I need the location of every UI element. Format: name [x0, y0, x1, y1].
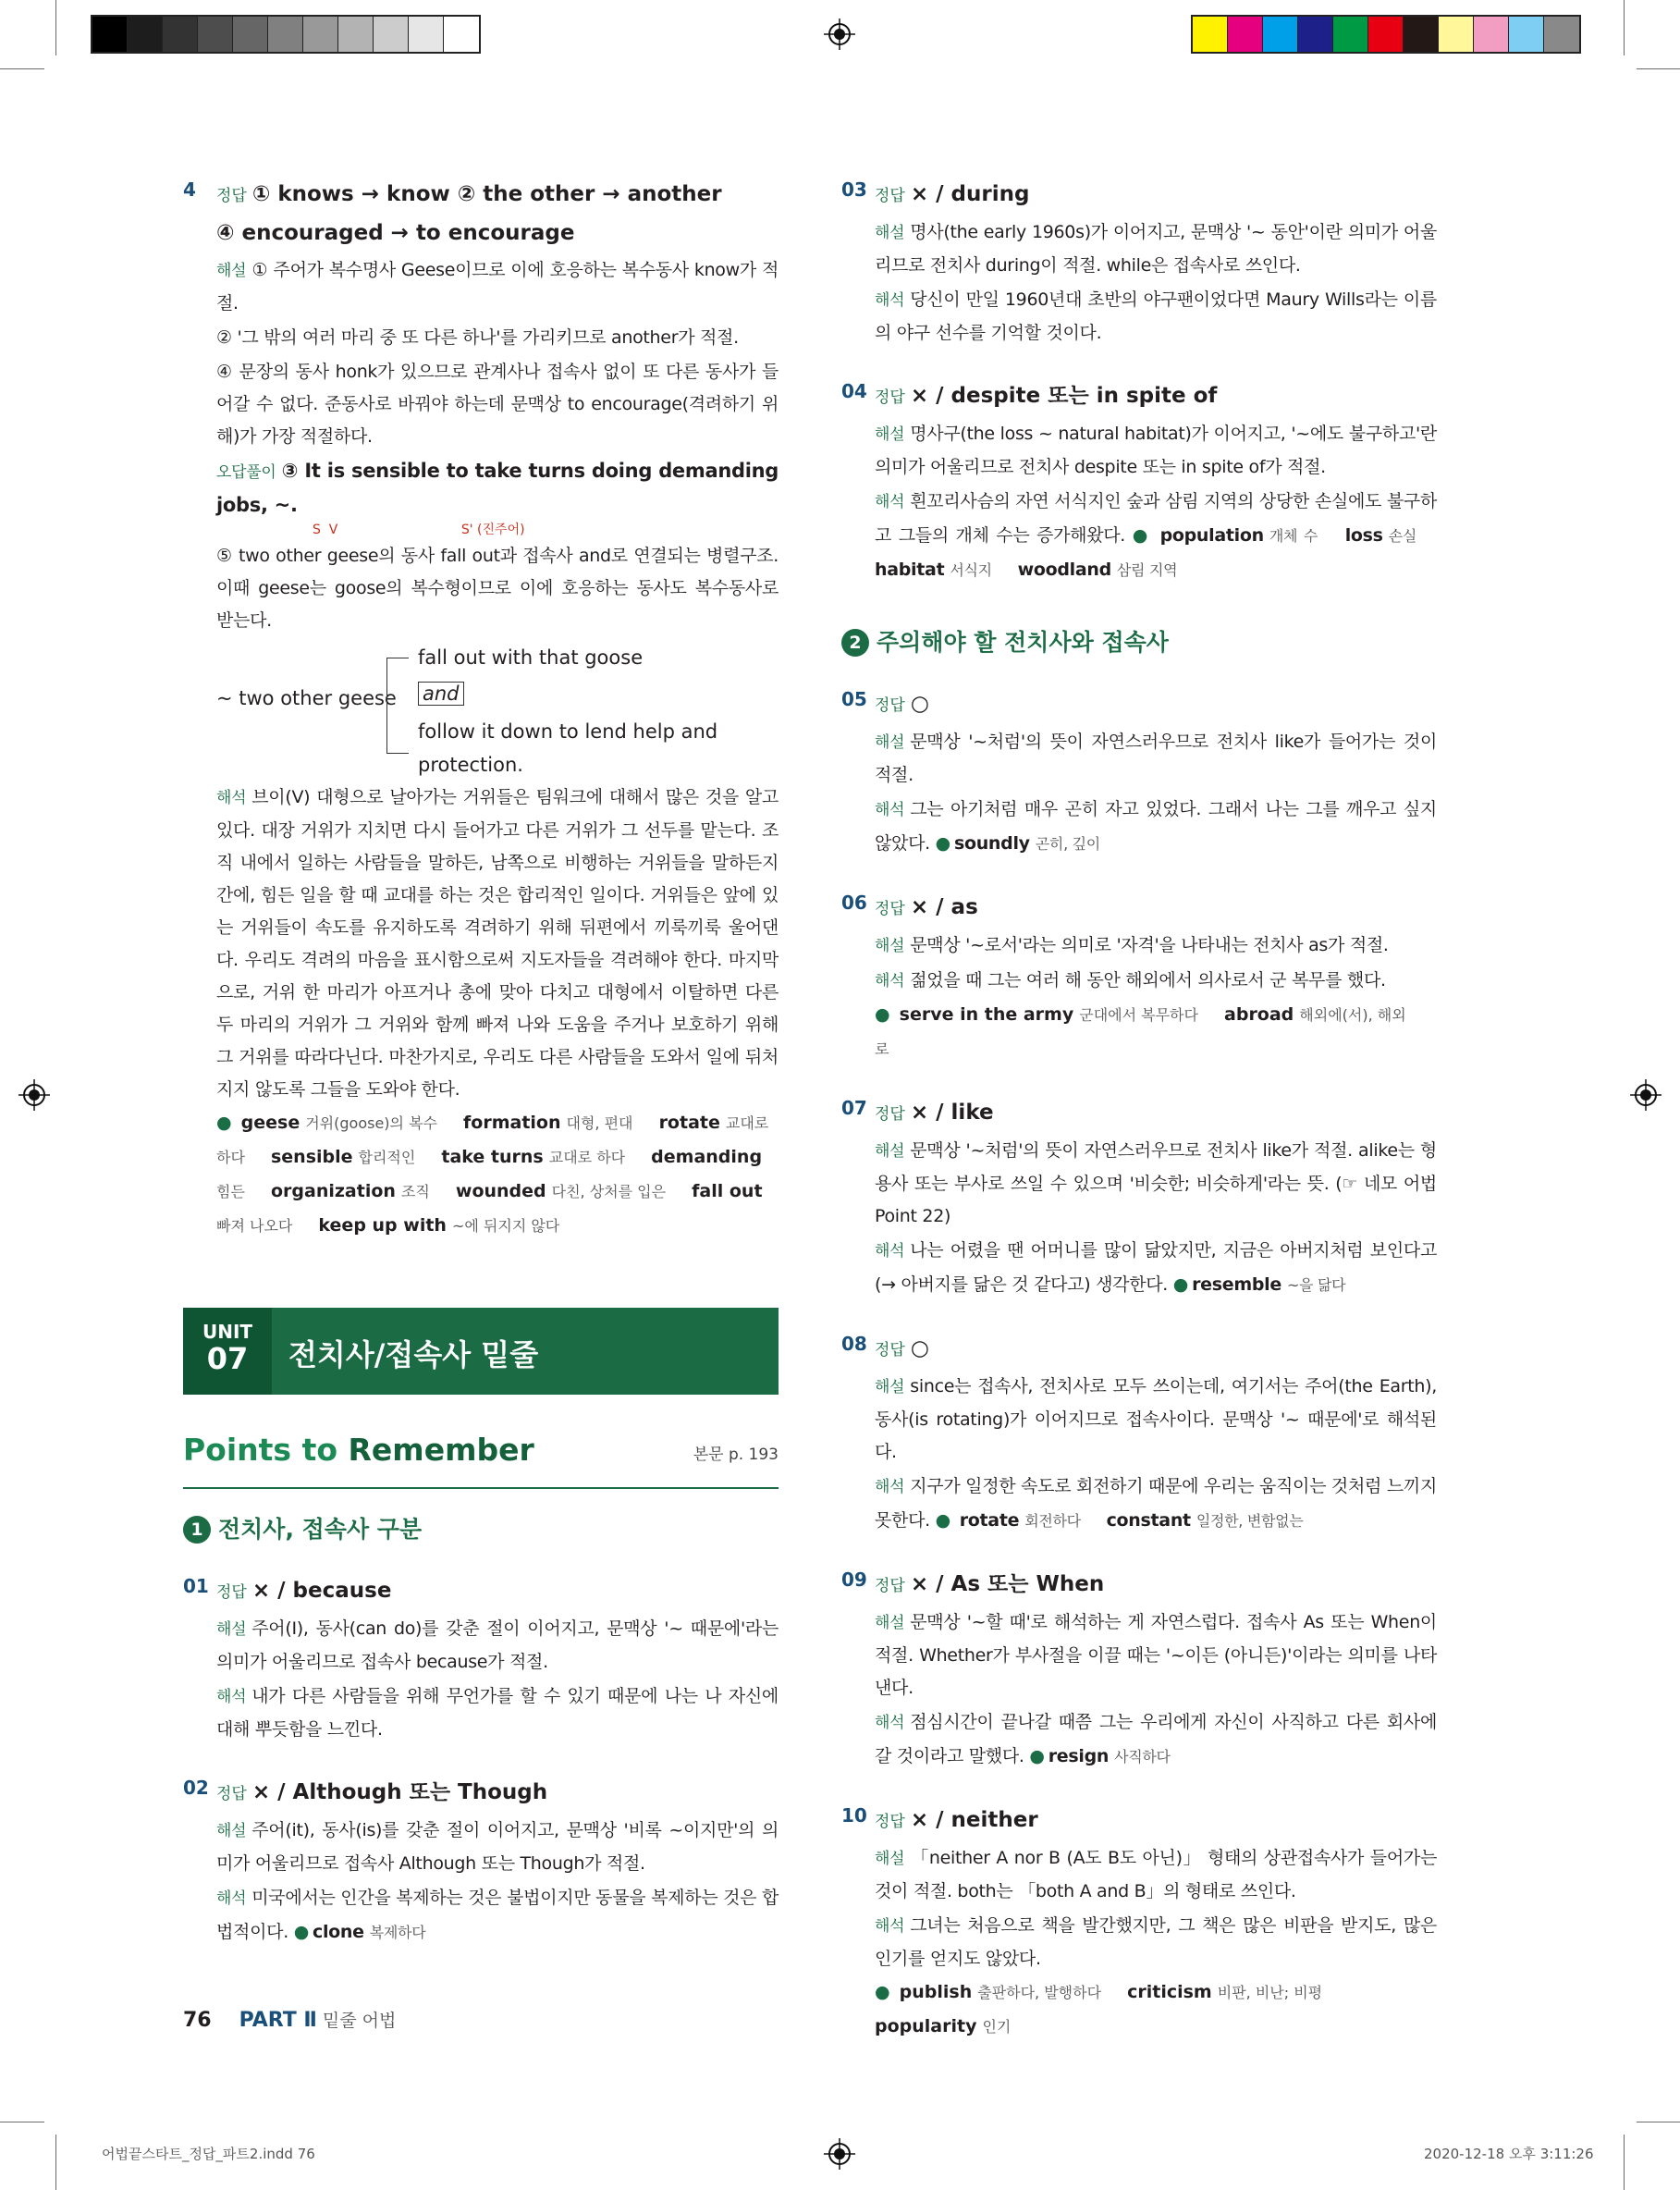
grammar-marks: S V S' (진주어)	[313, 523, 525, 537]
crop-mark	[1637, 68, 1680, 69]
answer-tag: 정답	[875, 900, 905, 918]
color-swatch	[409, 17, 444, 52]
answer-tag: 정답	[216, 1583, 247, 1602]
page-footer	[183, 2007, 396, 2032]
vocab-word: fall out	[692, 1181, 763, 1201]
vocab-word: organization	[270, 1181, 396, 1201]
question-number: 06	[841, 892, 867, 914]
analysis-branch-1: fall out with that goose	[418, 646, 644, 669]
bullet-icon: ●	[1172, 1274, 1189, 1295]
explanation-text: 명사구(the loss ~ natural habitat)가 이어지고, '~에도 불구하고'란 의미가 어울리므로 전치사 despite 또는 in spite of가 적절.	[875, 424, 1437, 477]
page-reference: 본문 p. 193	[693, 1446, 779, 1464]
answer-tag: 정답	[875, 696, 905, 715]
translation-tag: 해석	[875, 1242, 905, 1261]
vocab-word: take turns	[441, 1147, 544, 1167]
bullet-icon: ●	[293, 1922, 309, 1942]
vocab-meaning: 서식지	[950, 561, 992, 579]
question-07	[841, 1094, 1437, 1302]
color-swatch	[1298, 17, 1333, 52]
bullet-icon: ●	[216, 1113, 232, 1133]
parallel-bracket	[386, 658, 409, 754]
translation-tag: 해석	[875, 972, 905, 990]
answer-tag: 정답	[875, 1813, 905, 1831]
vocab-meaning: 삼림 지역	[1116, 561, 1178, 579]
answer-tag: 정답	[216, 1785, 247, 1803]
registration-mark-icon	[18, 1079, 50, 1111]
vocab-word: sensible	[270, 1147, 353, 1167]
translation-text: 그녀는 처음으로 책을 발간했지만, 그 책은 많은 비판을 받지도, 많은 인기를 얻지도 않았다.	[875, 1915, 1437, 1969]
color-swatch	[338, 17, 374, 52]
vocab-meaning: 비판, 비난; 비평	[1217, 1984, 1323, 2001]
explanation-tag: 해설	[875, 733, 905, 752]
vocab-meaning: 손실	[1388, 527, 1416, 545]
wrong-answer-tag: 오답풀이	[216, 463, 276, 482]
vocab-word: population	[1159, 525, 1264, 546]
question-number: 4	[183, 178, 196, 201]
answer-text: × / as	[910, 895, 978, 919]
crop-mark	[55, 0, 56, 55]
explanation-text: 「neither A nor B (A도 B도 아닌)」 형태의 상관접속사가 들어가는 것이 적절. both는 「both A and B」의 형태로 쓰인다.	[875, 1848, 1437, 1901]
vocab-meaning: 합리적인	[358, 1149, 416, 1166]
unit-banner	[183, 1308, 779, 1395]
slug-filename: 어법끝스타트_정답_파트2.indd 76	[102, 2146, 315, 2162]
translation-tag: 해석	[875, 1917, 905, 1936]
explanation-text: 주어(it), 동사(is)를 갖춘 절이 이어지고, 문맥상 '비록 ~이지만'의 의미가 어울리므로 접속사 Although 또는 Though가 적절.	[216, 1820, 779, 1874]
answer-text: × / because	[251, 1579, 392, 1603]
bullet-icon: ●	[935, 833, 950, 854]
translation-text: 흰꼬리사슴의 자연 서식지인 숲과 삼림 지역의 상당한 손실에도 불구하고 그들의 개체 수는 증가해왔다.	[875, 491, 1437, 546]
vocab-meaning: 사직하다	[1114, 1748, 1171, 1766]
question-number: 08	[841, 1333, 867, 1355]
explanation-tag: 해설	[875, 1378, 905, 1396]
explanation-text: 문맥상 '~처럼'의 뜻이 자연스러우므로 전치사 like가 적절. alike는 형용사 또는 부사로 쓰일 수 있으며 '비슷한; 비슷하게'라는 뜻. (☞ 네모 어법 Point 22)	[875, 1140, 1437, 1226]
question-02	[183, 1774, 779, 1950]
color-swatch	[1263, 17, 1298, 52]
crop-mark	[55, 2135, 56, 2190]
explanation-text: 문맥상 '~처럼'의 뜻이 자연스러우므로 전치사 like가 들어가는 것이 적절.	[875, 732, 1437, 785]
color-swatch	[233, 17, 268, 52]
vocab-list	[216, 1106, 779, 1243]
question-number: 09	[841, 1569, 867, 1591]
vocab-word: geese	[240, 1113, 300, 1133]
translation-text: 지구가 일정한 속도로 회전하기 때문에 우리는 움직이는 것처럼 느끼지 못한다.	[875, 1476, 1437, 1531]
registration-mark-icon	[824, 2138, 855, 2170]
vocab-meaning: 거위(goose)의 복수	[305, 1114, 437, 1132]
vocab-meaning: ~에 뒤지지 않다	[451, 1217, 560, 1235]
unit-label: UNIT	[202, 1321, 253, 1343]
vocab-word: wounded	[455, 1181, 546, 1201]
page-number: 76	[183, 2009, 212, 2032]
vocab-meaning: 개체 수	[1269, 527, 1318, 545]
vocab-meaning: 복제하다	[369, 1924, 426, 1941]
vocab-meaning: 힘든	[216, 1183, 245, 1200]
answer-text: ○	[910, 692, 929, 716]
color-swatch	[268, 17, 303, 52]
explanation-text: 주어(I), 동사(can do)를 갖춘 절이 이어지고, 문맥상 '~ 때문에'라는 의미가 어울리므로 접속사 because가 적절.	[216, 1618, 779, 1672]
points-to-remember-header	[183, 1432, 779, 1489]
translation-tag: 해석	[875, 291, 905, 310]
explanation-text: ⑤ two other geese의 동사 fall out과 접속사 and로 연결되는 병렬구조. 이때 geese는 goose의 복수형이므로 이에 호응하는 동사도 복수동사로 받는다.	[216, 546, 779, 631]
vocab-meaning: 회전하다	[1024, 1512, 1081, 1530]
grayscale-color-bar	[91, 15, 481, 54]
explanation-tag: 해설	[875, 1850, 905, 1868]
question-10	[841, 1802, 1437, 2044]
question-number: 04	[841, 380, 867, 402]
answer-text: ① knows → know ② the other → another	[251, 182, 722, 206]
process-color-bar	[1191, 15, 1581, 54]
color-swatch	[1509, 17, 1544, 52]
vocab-word: soundly	[953, 833, 1030, 854]
vocab-meaning: ~을 닮다	[1286, 1276, 1346, 1294]
right-column	[841, 176, 1437, 2072]
question-number: 02	[183, 1777, 209, 1799]
vocab-meaning: 출판하다, 발행하다	[977, 1984, 1102, 2001]
analysis-subject: ~ two other geese	[216, 687, 397, 709]
color-swatch	[1193, 17, 1228, 52]
explanation-text: 명사(the early 1960s)가 이어지고, 문맥상 '~ 동안'이란 의미가 어울리므로 전치사 during이 적절. while은 접속사로 쓰인다.	[875, 222, 1437, 276]
explanation-text: ② '그 밖의 여러 마리 중 또 다른 하나'를 가리키므로 another가 적절.	[216, 327, 739, 348]
question-05	[841, 685, 1437, 861]
vocab-meaning: 교대로 하다	[548, 1149, 626, 1166]
translation-tag: 해석	[875, 1478, 905, 1496]
question-04	[841, 377, 1437, 658]
translation-tag: 해석	[875, 493, 905, 511]
bullet-icon: ●	[1132, 525, 1149, 546]
question-number: 10	[841, 1804, 867, 1827]
answer-text: × / As 또는 When	[910, 1572, 1105, 1596]
translation-text: 미국에서는 인간을 복제하는 것은 불법이지만 동물을 복제하는 것은 합법적이다.	[216, 1888, 779, 1942]
vocab-word: popularity	[875, 2016, 977, 2036]
translation-text: 그는 아기처럼 매우 곤히 자고 있었다. 그래서 나는 그를 깨우고 싶지 않았다.	[875, 799, 1437, 854]
bullet-icon: ●	[1029, 1746, 1045, 1766]
registration-mark-icon	[1630, 1079, 1662, 1111]
points-title-2: Remember	[348, 1432, 534, 1468]
crop-mark	[1624, 2135, 1625, 2190]
color-swatch	[1368, 17, 1404, 52]
analysis-branch-2: follow it down to lend help and protection.	[418, 720, 718, 776]
translation-tag: 해석	[216, 789, 247, 807]
crop-mark	[1624, 0, 1625, 55]
translation-text: 나는 어렸을 땐 어머니를 많이 닮았지만, 지금은 아버지처럼 보인다고(→ 아버지를 닮은 것 같다고) 생각한다.	[875, 1240, 1437, 1295]
vocab-word: resign	[1048, 1746, 1110, 1766]
vocab-word: formation	[463, 1113, 561, 1133]
vocab-word: publish	[899, 1982, 973, 2002]
question-number: 03	[841, 178, 867, 201]
wrong-answer-sentence: ③ It is sensible to take turns doing demanding jobs, ~.	[216, 460, 779, 516]
translation-tag: 해석	[875, 801, 905, 819]
question-09	[841, 1566, 1437, 1774]
vocab-meaning: 곤히, 깊이	[1035, 835, 1100, 853]
answer-text: × / despite 또는 in spite of	[910, 384, 1218, 408]
vocab-meaning: 군대에서 복무하다	[1079, 1006, 1198, 1024]
vocab-word: keep up with	[318, 1215, 447, 1236]
vocab-word: serve in the army	[899, 1004, 1074, 1025]
translation-tag: 해석	[216, 1688, 247, 1706]
explanation-text: ① 주어가 복수명사 Geese이므로 이에 호응하는 복수동사 know가 적절.	[216, 260, 779, 314]
analysis-conjunction-box: and	[418, 682, 464, 706]
vocab-word: loss	[1344, 525, 1383, 546]
vocab-meaning: 조직	[400, 1183, 430, 1200]
color-swatch	[1333, 17, 1368, 52]
color-swatch	[1439, 17, 1474, 52]
explanation-tag: 해설	[875, 1142, 905, 1161]
vocab-word: rotate	[959, 1510, 1020, 1531]
translation-text: 당신이 만일 1960년대 초반의 야구팬이었다면 Maury Wills라는 이름의 야구 선수를 기억할 것이다.	[875, 289, 1437, 343]
answer-tag: 정답	[875, 187, 905, 205]
answer-text: ④ encouraged → to encourage	[216, 221, 575, 245]
question-number: 01	[183, 1575, 209, 1597]
bullet-icon: ●	[935, 1510, 950, 1531]
color-swatch	[1404, 17, 1439, 52]
sentence-analysis	[216, 646, 779, 774]
question-08	[841, 1330, 1437, 1538]
answer-text: ○	[910, 1336, 929, 1360]
color-swatch	[198, 17, 233, 52]
part-label: PART Ⅱ	[239, 2009, 317, 2032]
translation-tag: 해석	[875, 1714, 905, 1732]
question-03	[841, 176, 1437, 350]
color-swatch	[1544, 17, 1579, 52]
translation-text: 점심시간이 끝나갈 때쯤 그는 우리에게 자신이 사직하고 다른 회사에 갈 것이라고 말했다.	[875, 1712, 1437, 1766]
vocab-meaning: 해외에(서), 해외로	[875, 1006, 1406, 1058]
vocab-word: abroad	[1224, 1004, 1294, 1025]
answer-tag: 정답	[875, 1341, 905, 1360]
answer-text: × / Although 또는 Though	[251, 1780, 548, 1804]
vocab-meaning: 대형, 편대	[566, 1114, 633, 1132]
vocab-meaning: 빠져 나오다	[216, 1217, 293, 1235]
vocab-word: clone	[313, 1922, 364, 1942]
question-number: 05	[841, 688, 867, 710]
explanation-tag: 해설	[875, 224, 905, 242]
vocab-word: woodland	[1017, 560, 1111, 580]
question-01	[183, 1572, 779, 1746]
vocab-word: demanding	[651, 1147, 763, 1167]
explanation-text: since는 접속사, 전치사로 모두 쓰이는데, 여기서는 주어(the Earth), 동사(is rotating)가 이어지므로 접속사이다. 문맥상 '~ 때문에'로 해석된다.	[875, 1376, 1437, 1462]
answer-tag: 정답	[216, 187, 247, 205]
vocab-meaning: 일정한, 변함없는	[1196, 1512, 1304, 1530]
points-title-1: Points to	[183, 1432, 338, 1468]
answer-text: × / like	[910, 1101, 994, 1125]
explanation-tag: 해설	[875, 1614, 905, 1632]
section-number: 1	[183, 1516, 211, 1544]
registration-mark-icon	[824, 18, 855, 50]
unit-title: 전치사/접속사 밑줄	[288, 1337, 539, 1372]
translation-text: 내가 다른 사람들을 위해 무언가를 할 수 있기 때문에 나는 나 자신에 대해 뿌듯함을 느낀다.	[216, 1686, 779, 1740]
explanation-tag: 해설	[875, 937, 905, 955]
left-column	[183, 176, 779, 1977]
color-swatch	[92, 17, 128, 52]
slug-timestamp: 2020-12-18 오후 3:11:26	[1424, 2146, 1594, 2162]
part-title: 밑줄 어법	[322, 2011, 397, 2031]
explanation-text: 문맥상 '~로서'라는 의미로 '자격'을 나타내는 전치사 as가 적절.	[910, 935, 1389, 955]
answer-tag: 정답	[875, 388, 905, 407]
translation-text: 브이(V) 대형으로 날아가는 거위들은 팀워크에 대해서 많은 것을 알고 있다. 대장 거위가 지치면 다시 들어가고 다른 거위가 그 선두를 맡는다. 조직 내에서 일하는 사람들을 말하든, 남쪽으로 비행하는 거위들을 말하든지 간에, 힘든 일을 할 때 교대를 하는 것은 합리적인 일이다. 거위들은 앞에 있는 거위들이 속도를 유지하도록 격려하기 위해 뒤편에서 끼룩끼룩 울어댄다. 우리도 격려의 마음을 표시함으로써 지도자들을 격려해야 한다. 마지막으로, 거위 한 마리가 아프거나 총에 맞아 다치고 대형에서 이탈하면 다른 두 마리의 거위가 그 거위와 함께 빠져 나와 도움을 주거나 보호하기 위해 그 거위를 따라다닌다. 마찬가지로, 우리도 다른 사람들을 도와서 일에 뒤처지지 않도록 그들을 도와야 한다.	[216, 787, 779, 1100]
crop-mark	[0, 68, 44, 69]
color-swatch	[444, 17, 479, 52]
unit-number-box	[183, 1308, 272, 1395]
question-06	[841, 889, 1437, 1066]
vocab-meaning: 인기	[982, 2018, 1012, 2036]
vocab-word: resemble	[1192, 1274, 1281, 1295]
explanation-text: 문맥상 '~할 때'로 해석하는 게 자연스럽다. 접속사 As 또는 When이 적절. Whether가 부사절을 이끌 때는 '~이든 (아니든)'이라는 의미를 나타낸다.	[875, 1612, 1437, 1698]
vocab-word: criticism	[1127, 1982, 1212, 2002]
unit-number: 07	[206, 1341, 249, 1376]
section-title: 전치사, 접속사 구분	[218, 1516, 423, 1543]
vocab-word: constant	[1106, 1510, 1191, 1531]
answer-text: × / neither	[910, 1808, 1038, 1832]
bullet-icon: ●	[875, 1004, 890, 1025]
section-heading-2	[841, 624, 1437, 658]
section-number: 2	[841, 629, 869, 657]
explanation-text: ④ 문장의 동사 honk가 있으므로 관계사나 접속사 없이 또 다른 동사가 들어갈 수 없다. 준동사로 바꿔야 하는데 문맥상 to encourage(격려하기 위해)가 가장 적절하다.	[216, 362, 779, 447]
explanation-tag: 해설	[216, 1822, 247, 1840]
color-swatch	[128, 17, 163, 52]
color-swatch	[1228, 17, 1263, 52]
vocab-word: rotate	[658, 1113, 720, 1133]
bullet-icon: ●	[875, 1982, 890, 2002]
explanation-tag: 해설	[875, 425, 905, 444]
translation-text: 젊었을 때 그는 여러 해 동안 해외에서 의사로서 군 복무를 했다.	[910, 970, 1386, 990]
question-4	[183, 176, 779, 1544]
vocab-meaning: 교대로 하다	[216, 1114, 769, 1166]
color-swatch	[374, 17, 409, 52]
vocab-word: habitat	[875, 560, 945, 580]
explanation-tag: 해설	[216, 262, 247, 280]
section-title: 주의해야 할 전치사와 접속사	[877, 629, 1169, 656]
explanation-tag: 해설	[216, 1620, 247, 1639]
color-swatch	[163, 17, 198, 52]
color-swatch	[1474, 17, 1509, 52]
section-heading-1	[183, 1511, 779, 1544]
answer-tag: 정답	[875, 1105, 905, 1124]
color-swatch	[303, 17, 338, 52]
answer-tag: 정답	[875, 1577, 905, 1595]
answer-text: × / during	[910, 182, 1030, 206]
translation-tag: 해석	[216, 1889, 247, 1908]
vocab-meaning: 다친, 상처를 입은	[551, 1183, 667, 1200]
question-number: 07	[841, 1097, 867, 1119]
